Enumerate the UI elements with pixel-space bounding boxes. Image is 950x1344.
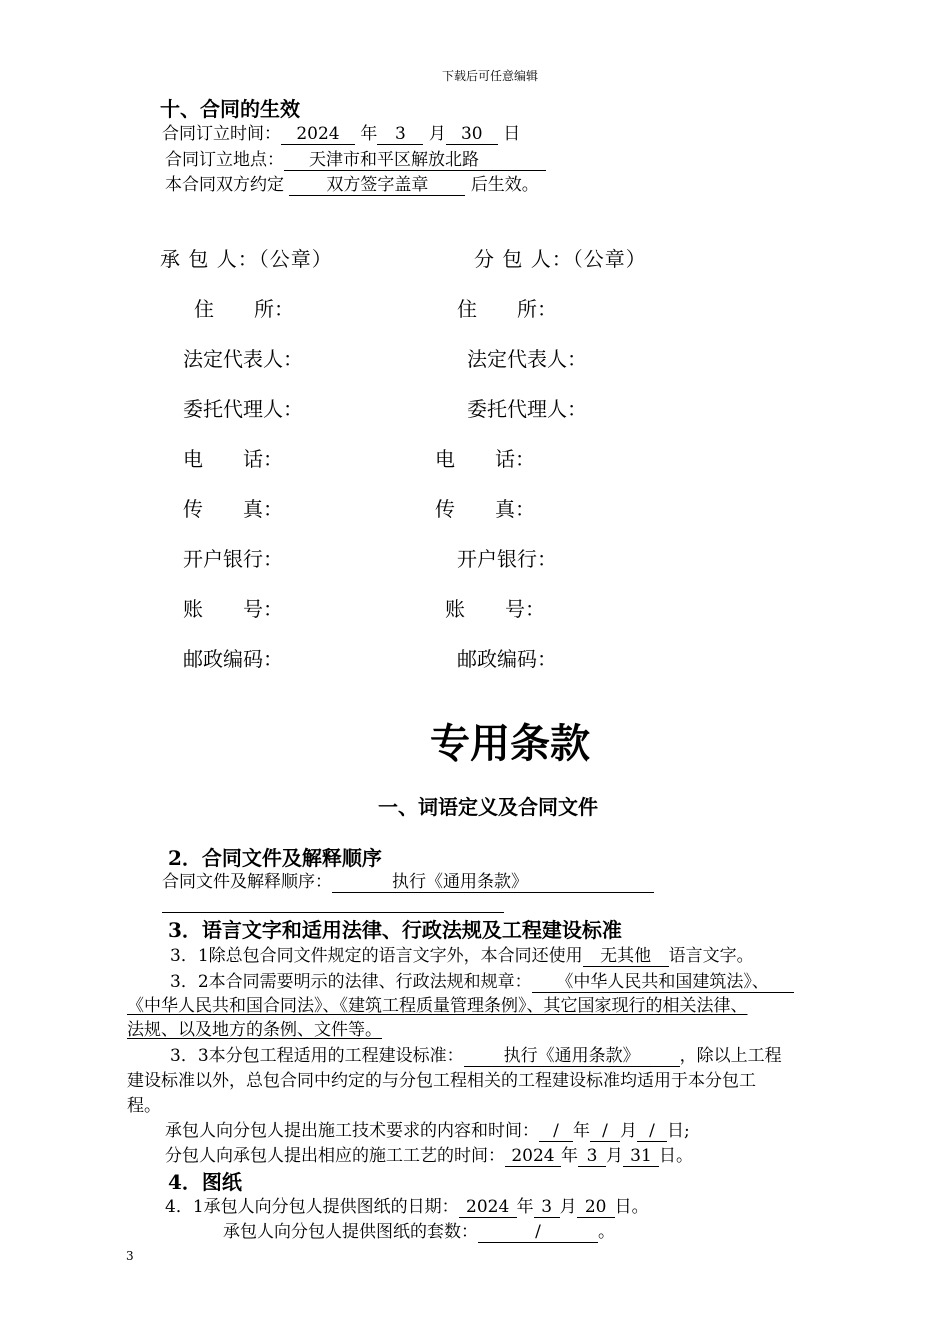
tech-year: / bbox=[539, 1122, 573, 1142]
chapter-heading: 一、词语定义及合同文件 bbox=[378, 795, 598, 819]
contractor-postcode-label: 邮政编码： bbox=[183, 647, 283, 671]
clause-3-3-line1 bbox=[170, 1045, 782, 1067]
clause-3-3-line3: 程。 bbox=[127, 1096, 161, 1116]
contract-effect-line bbox=[165, 174, 539, 196]
craft-time-line: 分包人向承包人提出相应的施工工艺的时间： 2024 年 3 月 31 日。 bbox=[165, 1146, 693, 1166]
clause-4-1-prefix: 4．1承包人向分包人提供图纸的日期： bbox=[165, 1197, 459, 1217]
section-4-heading: 4．图纸 bbox=[168, 1170, 242, 1194]
contractor-seal-title: 承 包 人：（公章） bbox=[160, 247, 333, 271]
contract-month: 3 bbox=[377, 125, 423, 145]
subcontractor-account-label: 账 号： bbox=[445, 597, 545, 621]
section-2-heading: 2．合同文件及解释顺序 bbox=[168, 846, 382, 870]
contract-place-label: 合同订立地点： bbox=[165, 150, 284, 170]
contractor-bank-label: 开户银行： bbox=[183, 547, 283, 571]
page-number: 3 bbox=[126, 1249, 134, 1263]
effect-prefix: 本合同双方约定 bbox=[165, 175, 284, 195]
clause-3-2-line1 bbox=[170, 971, 794, 993]
section-3-heading: 3．语言文字和适用法律、行政法规及工程建设标准 bbox=[168, 918, 622, 942]
effect-condition: 双方签字盖章 bbox=[289, 176, 465, 196]
section-2-blank-line bbox=[162, 912, 504, 913]
drawing-sets-label: 承包人向分包人提供图纸的套数： bbox=[223, 1222, 478, 1242]
clause-3-1-suffix: 语言文字。 bbox=[668, 946, 754, 966]
drawing-day: 20 bbox=[577, 1198, 615, 1218]
section-2-value: 执行《通用条款》 bbox=[332, 873, 654, 893]
section-heading-effect: 十、合同的生效 bbox=[160, 97, 300, 121]
effect-suffix: 后生效。 bbox=[470, 175, 539, 195]
craft-day: 31 bbox=[623, 1147, 659, 1167]
craft-year: 2024 bbox=[505, 1147, 561, 1167]
clause-4-1: 4．1承包人向分包人提供图纸的日期： 2024 年 3 月 20 日。 bbox=[165, 1197, 649, 1217]
day-unit: 日 bbox=[503, 124, 521, 144]
drawing-sets-line: 承包人向分包人提供图纸的套数： / 。 bbox=[223, 1222, 615, 1242]
clause-3-3-suffix-1: ，除以上工程 bbox=[679, 1046, 782, 1066]
subcontractor-phone-label: 电 话： bbox=[435, 447, 535, 471]
subcontractor-address-label: 住 所： bbox=[457, 297, 557, 321]
drawing-month: 3 bbox=[534, 1198, 560, 1218]
drawing-sets-value: / bbox=[478, 1223, 598, 1243]
contract-date-line bbox=[162, 123, 520, 145]
contractor-agent-label: 委托代理人： bbox=[183, 397, 303, 421]
contract-place-line bbox=[165, 149, 546, 171]
contractor-fax-label: 传 真： bbox=[183, 497, 283, 521]
clause-3-1 bbox=[170, 945, 754, 967]
contract-date-label: 合同订立时间： bbox=[162, 124, 281, 144]
clause-3-3-value: 执行《通用条款》 bbox=[464, 1047, 680, 1067]
subcontractor-seal-title: 分 包 人：（公章） bbox=[474, 247, 647, 271]
craft-time-label: 分包人向承包人提出相应的施工工艺的时间： bbox=[165, 1146, 505, 1166]
contractor-account-label: 账 号： bbox=[183, 597, 283, 621]
subcontractor-legal-rep-label: 法定代表人： bbox=[467, 347, 587, 371]
clause-3-3-prefix: 3．3本分包工程适用的工程建设标准： bbox=[170, 1046, 464, 1066]
contract-place: 天津市和平区解放北路 bbox=[284, 151, 546, 171]
month-unit: 月 bbox=[428, 124, 446, 144]
tech-requirement-label: 承包人向分包人提出施工技术要求的内容和时间： bbox=[165, 1121, 539, 1141]
contract-year: 2024 bbox=[281, 125, 355, 145]
craft-month: 3 bbox=[578, 1147, 606, 1167]
subcontractor-postcode-label: 邮政编码： bbox=[457, 647, 557, 671]
contractor-legal-rep-label: 法定代表人： bbox=[183, 347, 303, 371]
clause-3-2-value-3: 法规、以及地方的条例、文件等。 bbox=[127, 1020, 382, 1040]
header-note: 下载后可任意编辑 bbox=[441, 69, 538, 83]
tech-requirement-line: 承包人向分包人提出施工技术要求的内容和时间： / 年 / 月 / 日; bbox=[165, 1121, 690, 1141]
drawing-year: 2024 bbox=[459, 1198, 517, 1218]
subcontractor-fax-label: 传 真： bbox=[435, 497, 535, 521]
clause-3-1-value: 无其他 bbox=[583, 947, 669, 967]
special-terms-title: 专用条款 bbox=[430, 720, 590, 767]
tech-day: / bbox=[637, 1122, 667, 1142]
contract-day: 30 bbox=[446, 125, 498, 145]
contractor-phone-label: 电 话： bbox=[183, 447, 283, 471]
year-unit: 年 bbox=[360, 124, 378, 144]
clause-3-3-line2: 建设标准以外，总包合同中约定的与分包工程相关的工程建设标准均适用于本分包工 bbox=[127, 1071, 756, 1091]
subcontractor-bank-label: 开户银行： bbox=[457, 547, 557, 571]
section-2-label: 合同文件及解释顺序： bbox=[162, 872, 332, 892]
section-2-line bbox=[162, 871, 654, 893]
clause-3-2-value-2: 《中华人民共和国合同法》、《建筑工程质量管理条例》、其它国家现行的相关法律、 bbox=[127, 996, 748, 1016]
clause-3-1-prefix: 3．1除总包合同文件规定的语言文字外，本合同还使用 bbox=[170, 946, 583, 966]
clause-3-2-value-1: 《中华人民共和国建筑法》、 bbox=[532, 973, 794, 993]
clause-3-2-prefix: 3．2本合同需要明示的法律、行政法规和规章： bbox=[170, 972, 532, 992]
subcontractor-agent-label: 委托代理人： bbox=[467, 397, 587, 421]
tech-month: / bbox=[590, 1122, 620, 1142]
contractor-address-label: 住 所： bbox=[194, 297, 294, 321]
